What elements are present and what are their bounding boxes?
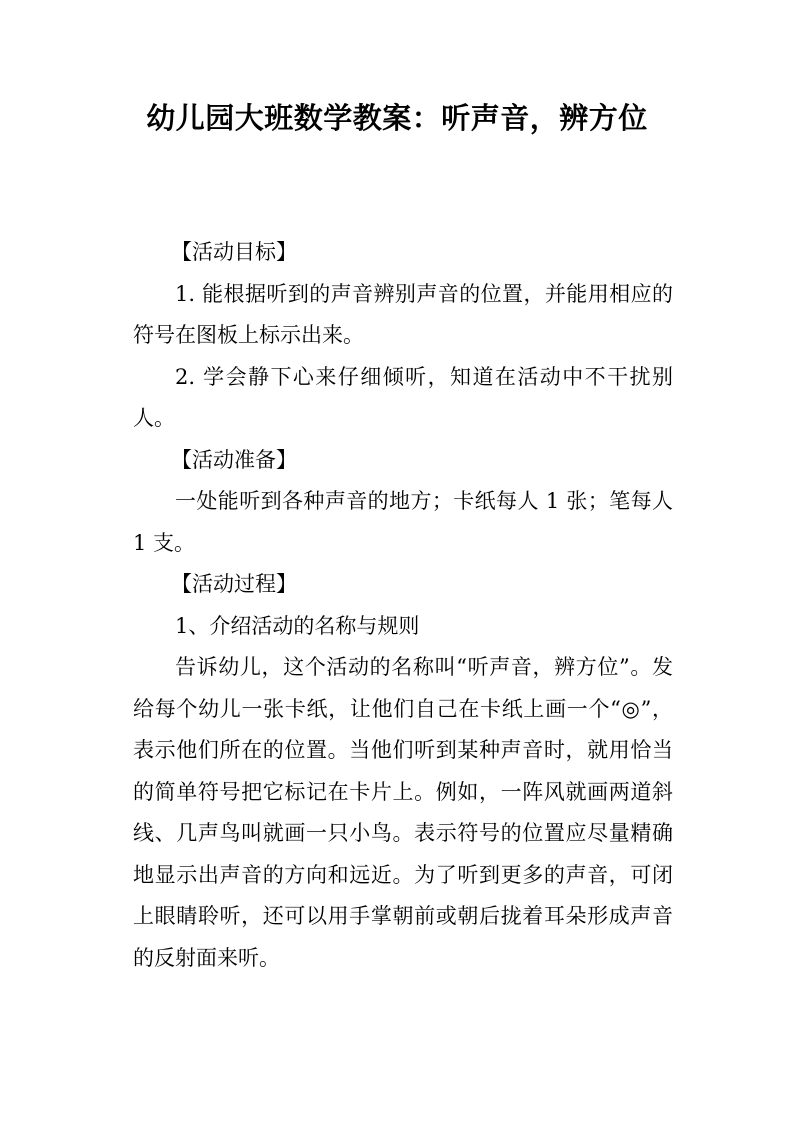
process-step-1-heading: 1、介绍活动的名称与规则 — [175, 613, 420, 638]
goal-item-2: 2. 学会静下心来仔细倾听，知道在活动中不干扰别人。 — [133, 364, 673, 430]
page-title: 幼儿园大班数学教案：听声音，辨方位 — [146, 101, 648, 135]
process-step-1-text: 告诉幼儿，这个活动的名称叫“听声音，辨方位”。发给每个幼儿一张卡纸，让他们自己在卡纸上画一个“◎”，表示他们所在的位置。当他们听到某种声音时，就用恰当的简单符号把它标记在卡片上。例如，一阵风就画两道斜线、几声鸟叫就画一只小鸟。表示符号的位置应尽量精确地显示出声音的方向和远近。为了听到更多的声音，可闭上眼睛聆听，还可以用手掌朝前或朝后拢着耳朵形成声音的反射面来听。 — [133, 655, 673, 970]
goal-item-1: 1. 能根据听到的声音辨别声音的位置，并能用相应的符号在图板上标示出来。 — [133, 281, 673, 347]
section-heading-goals: 【活动目标】 — [171, 240, 297, 264]
section-heading-process: 【活动过程】 — [171, 572, 297, 596]
section-heading-preparation: 【活动准备】 — [171, 447, 297, 472]
preparation-text: 一处能听到各种声音的地方；卡纸每人 1 张；笔每人 1 支。 — [133, 489, 673, 555]
document-body — [133, 232, 673, 979]
